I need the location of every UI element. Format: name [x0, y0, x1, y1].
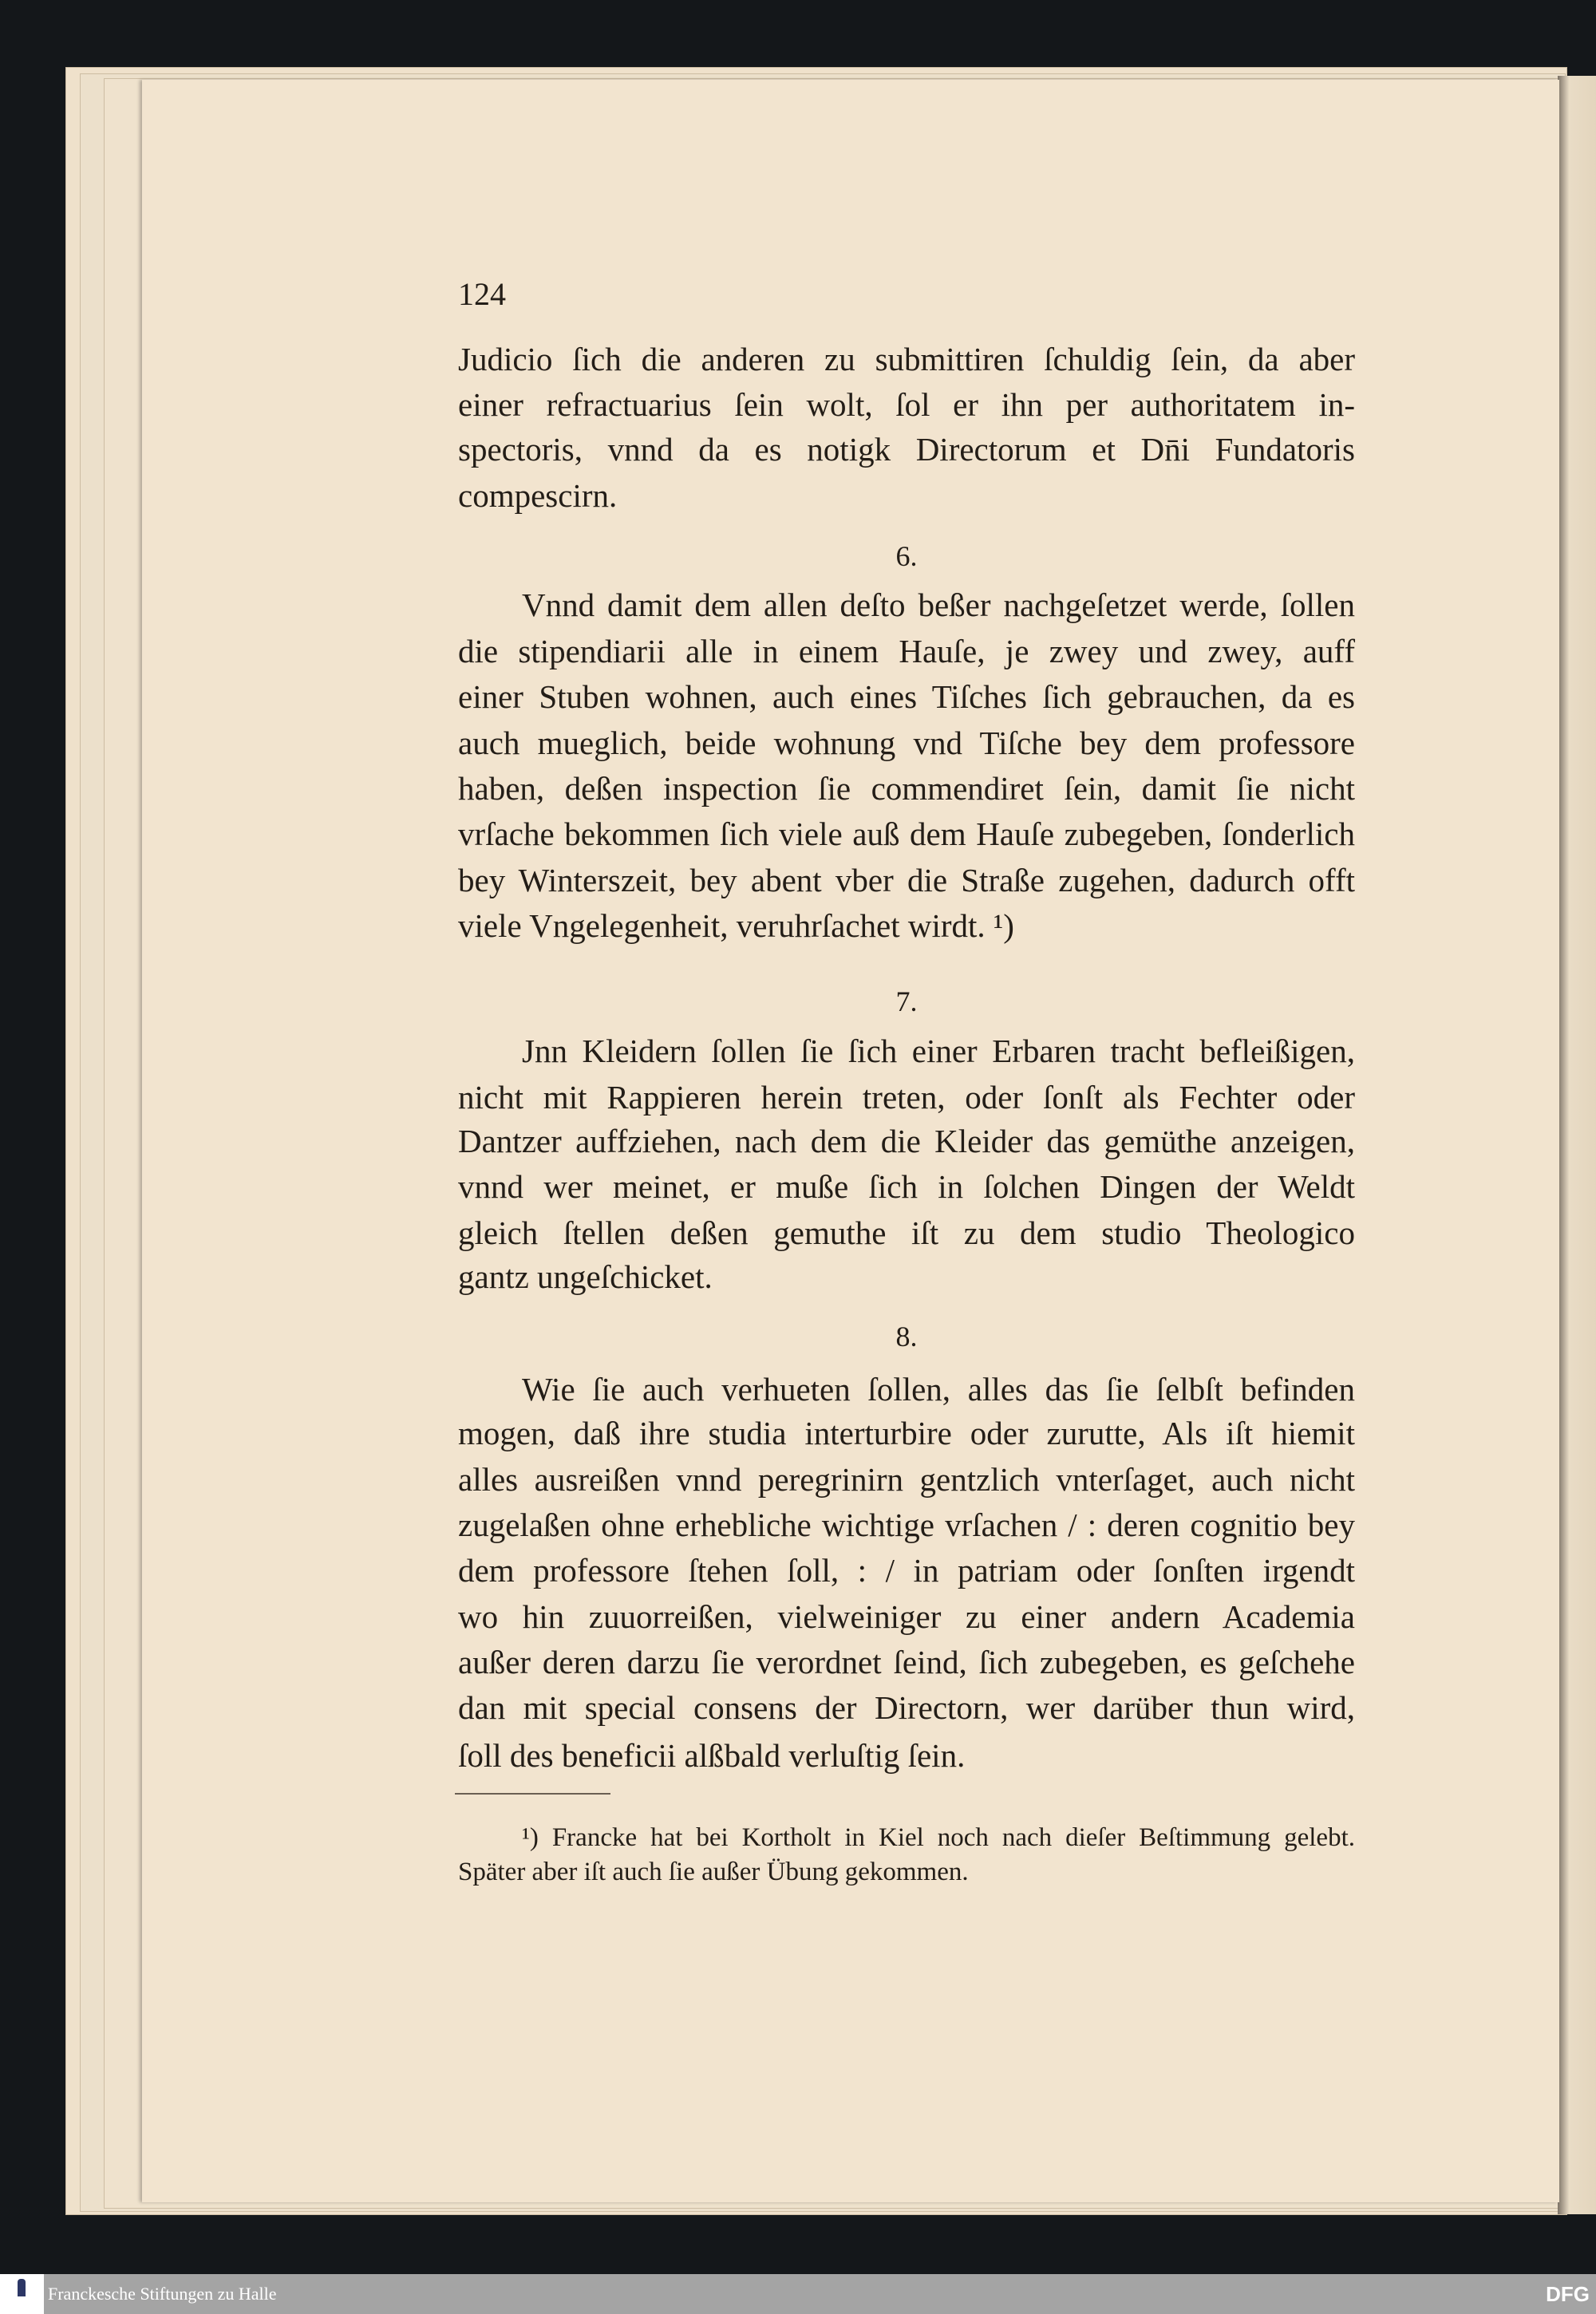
text-line: außer deren darzu ſie verordnet ſeind, ſich zubegeben, es geſchehe: [458, 1644, 1355, 1680]
page-number: 124: [458, 276, 506, 312]
text-line: wo hin zuuorreißen, vielweiniger zu einer andern Academia: [458, 1598, 1355, 1635]
text-line: gantz ungeſchicket.: [458, 1258, 713, 1295]
text-line: Judicio ſich die anderen zu submittiren ſchuldig ſein, da aber: [458, 341, 1355, 377]
institution-name[interactable]: Franckesche Stiftungen zu Halle: [48, 2284, 277, 2304]
footnote-line: Später aber iſt auch ſie außer Übung gekommen.: [458, 1858, 969, 1886]
text-line: bey Winterszeit, bey abent vber die Straße zugehen, dadurch offt: [458, 862, 1355, 898]
text-line: einer Stuben wohnen, auch eines Tiſches ſich gebrauchen, da es: [458, 678, 1355, 715]
text-line: die stipendiarii alle in einem Hauſe, je zwey und zwey, auff: [458, 633, 1355, 669]
text-line: compescirn.: [458, 477, 618, 514]
text-line: mogen, daß ihre studia interturbire oder zurutte, Als iſt hiemit: [458, 1415, 1355, 1451]
text-line: auch mueglich, beide wohnung vnd Tiſche bey dem professore: [458, 725, 1355, 761]
text-line: Wie ſie auch verhueten ſollen, alles das ſie ſelbſt befinden: [522, 1371, 1355, 1408]
text-line: haben, deßen inspection ſie commendiret ſein, damit ſie nicht: [458, 770, 1355, 807]
text-line: ſoll des beneficii alßbald verluſtig ſein.: [458, 1737, 966, 1774]
text-line: dan mit special consens der Directorn, wer darüber thun wird,: [458, 1689, 1355, 1726]
footnote-rule: [455, 1793, 610, 1795]
text-line: zugelaßen ohne erhebliche wichtige vrſachen / : deren cognitio bey: [458, 1506, 1355, 1543]
text-line: Dantzer auffziehen, nach dem die Kleider das gemüthe anzeigen,: [458, 1123, 1355, 1159]
section-number: 8.: [895, 1321, 918, 1352]
text-line: Vnnd damit dem allen deſto beßer nachgeſetzet werde, ſollen: [522, 586, 1355, 623]
footnote-line: ¹) Francke hat bei Kortholt in Kiel noch nach dieſer Beſtimmung gelebt.: [522, 1823, 1355, 1852]
text-line: Jnn Kleidern ſollen ſie ſich einer Erbaren tracht befleißigen,: [522, 1033, 1355, 1069]
text-line: dem professore ſtehen ſoll, : / in patriam oder ſonſten irgendt: [458, 1552, 1355, 1589]
text-line: vnnd wer meinet, er muße ſich in ſolchen Dingen der Weldt: [458, 1168, 1355, 1205]
text-line: nicht mit Rappieren herein treten, oder ſonſt als Fechter oder: [458, 1079, 1355, 1116]
viewer-footer: [0, 2274, 1596, 2314]
book-binding: [1558, 76, 1596, 2214]
text-line: gleich ſtellen deßen gemuthe iſt zu dem studio Theologico: [458, 1214, 1355, 1251]
text-line: viele Vngelegenheit, veruhrſachet wirdt. ¹): [458, 907, 1014, 944]
text-line: spectoris, vnnd da es notigk Directorum et Dn̄i Fundatoris: [458, 431, 1355, 468]
dfg-logo[interactable]: DFG: [1546, 2282, 1590, 2306]
text-line: alles ausreißen vnnd peregrinirn gentzlich vnterſaget, auch nicht: [458, 1461, 1355, 1498]
logo-figure-icon: [18, 2279, 26, 2296]
section-number: 6.: [895, 540, 918, 572]
text-line: einer refractuarius ſein wolt, ſol er ihn per authoritatem in-: [458, 386, 1355, 423]
section-number: 7.: [895, 985, 918, 1017]
text-line: vrſache bekommen ſich viele auß dem Hauſe zubegeben, ſonderlich: [458, 815, 1355, 852]
institution-logo[interactable]: [0, 2274, 44, 2314]
